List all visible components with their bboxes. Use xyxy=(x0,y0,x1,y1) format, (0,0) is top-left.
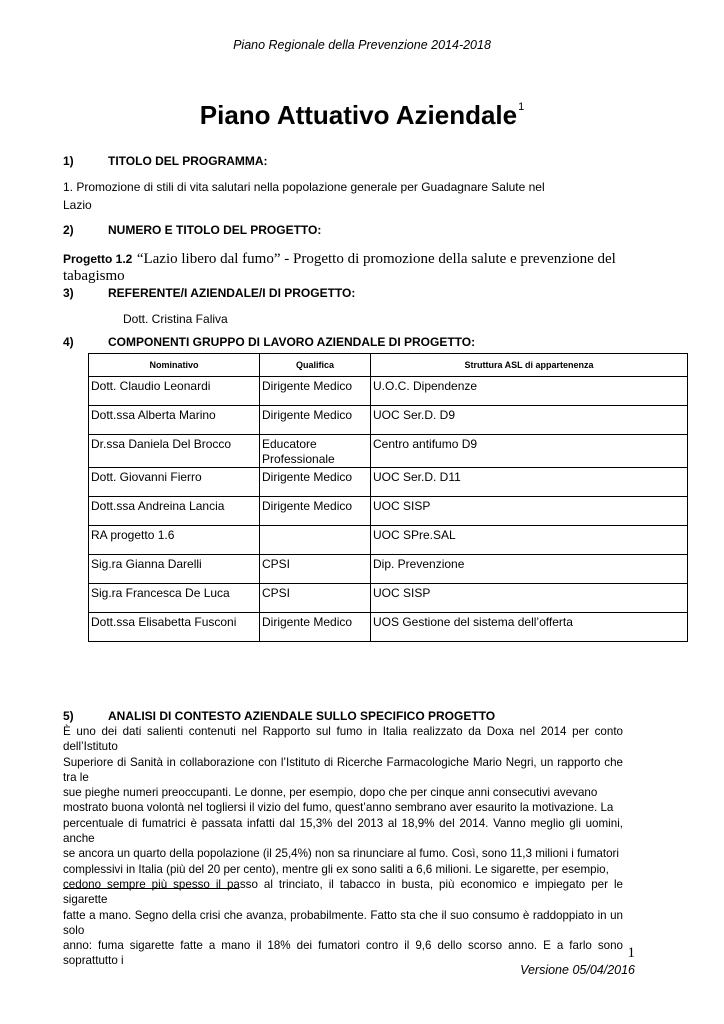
cell-struttura: UOC Ser.D. D9 xyxy=(371,406,688,435)
section-3-heading xyxy=(63,286,355,300)
paragraph-line: percentuale di fumatrici è passata infatti dal 15,3% del 2013 al 18,9% del 2014. Vanno meglio gli uomini, anche xyxy=(63,816,623,846)
cell-nominativo: Sig.ra Gianna Darelli xyxy=(89,555,260,584)
cell-nominativo: Dr.ssa Daniela Del Brocco xyxy=(89,435,260,468)
cell-qualifica: Dirigente Medico xyxy=(260,406,371,435)
column-header-struttura: Struttura ASL di appartenenza xyxy=(371,354,688,377)
analisi-paragraph xyxy=(63,724,623,969)
cell-struttura: UOC SPre.SAL xyxy=(371,526,688,555)
table-header-row xyxy=(89,354,688,377)
table-row xyxy=(89,555,688,584)
paragraph-line: complessivi in Italia (più del 20 per cento), mentre gli ex sono saliti a 6,6 milioni. Le sigarette, per esempio, xyxy=(63,862,609,876)
programma-line-1: 1. Promozione di stili di vita salutari nella popolazione generale per Guadagnare Salute nel xyxy=(63,180,545,194)
page-title-text: Piano Attuativo Aziendale xyxy=(199,100,518,130)
version-footer: Versione 05/04/2016 xyxy=(520,963,635,977)
section-2-heading xyxy=(63,223,321,237)
cell-struttura: UOS Gestione del sistema dell’offerta xyxy=(371,613,688,642)
cell-qualifica: CPSI xyxy=(260,584,371,613)
team-table xyxy=(88,353,688,642)
cell-nominativo: RA progetto 1.6 xyxy=(89,526,260,555)
cell-nominativo: Dott. Giovanni Fierro xyxy=(89,468,260,497)
paragraph-line: mostrato buona volontà nel togliersi il vizio del fumo, quest’anno sembrano aver esaurito la motivazione. La xyxy=(63,801,614,815)
running-header: Piano Regionale della Prevenzione 2014-2018 xyxy=(233,38,491,52)
paragraph-line: cedono sempre più spesso il passo al trinciato, il tabacco in busta, più economico e impiegato per le sigarette xyxy=(63,877,623,907)
paragraph-line: fatte a mano. Segno della crisi che avanza, probabilmente. Fatto sta che il suo consumo è raddoppiato in un solo xyxy=(63,908,623,937)
paragraph-line: se ancora un quarto della popolazione (il 25,4%) non sa rinunciare al fumo. Così, sono 11,3 milioni i fumatori xyxy=(63,847,619,861)
section-number: 3) xyxy=(63,286,74,300)
paragraph-line: È uno dei dati salienti contenuti nel Rapporto sul fumo in Italia realizzato da Doxa nel 2014 per conto dell’Istituto xyxy=(63,725,623,754)
section-number: 1) xyxy=(63,154,74,168)
footnote-ref: 1 xyxy=(518,101,525,113)
cell-qualifica: Dirigente Medico xyxy=(260,497,371,526)
section-label: NUMERO E TITOLO DEL PROGETTO: xyxy=(108,223,322,237)
cell-struttura: Centro antifumo D9 xyxy=(371,435,688,468)
cell-qualifica: CPSI xyxy=(260,555,371,584)
section-number: 4) xyxy=(63,335,74,349)
page-title xyxy=(0,100,724,131)
column-header-nominativo: Nominativo xyxy=(89,354,260,377)
paragraph-line: anno: fuma sigarette fatte a mano il 18% dei fumatori contro il 9,6 dello scorso anno. E a farlo sono soprattutto i xyxy=(63,939,623,968)
table-row xyxy=(89,406,688,435)
section-4-heading xyxy=(63,335,475,349)
cell-qualifica xyxy=(260,526,371,555)
cell-struttura: UOC SISP xyxy=(371,497,688,526)
section-5-heading xyxy=(63,709,495,723)
section-label: ANALISI DI CONTESTO AZIENDALE SULLO SPECIFICO PROGETTO xyxy=(108,709,496,723)
column-header-qualifica: Qualifica xyxy=(260,354,371,377)
cell-struttura: Dip. Prevenzione xyxy=(371,555,688,584)
table-row xyxy=(89,435,688,468)
table-row xyxy=(89,377,688,406)
referente-name: Dott. Cristina Faliva xyxy=(123,312,228,326)
cell-struttura: UOC Ser.D. D11 xyxy=(371,468,688,497)
cell-nominativo: Dott. Claudio Leonardi xyxy=(89,377,260,406)
progetto-line-1 xyxy=(63,250,616,268)
cell-nominativo: Dott.ssa Elisabetta Fusconi xyxy=(89,613,260,642)
cell-qualifica: Dirigente Medico xyxy=(260,377,371,406)
cell-struttura: U.O.C. Dipendenze xyxy=(371,377,688,406)
cell-nominativo: Sig.ra Francesca De Luca xyxy=(89,584,260,613)
section-number: 2) xyxy=(63,223,74,237)
section-1-heading xyxy=(63,154,268,168)
table-row xyxy=(89,468,688,497)
cell-nominativo: Dott.ssa Alberta Marino xyxy=(89,406,260,435)
cell-qualifica: Dirigente Medico xyxy=(260,613,371,642)
section-label: REFERENTE/I AZIENDALE/I DI PROGETTO: xyxy=(108,286,356,300)
progetto-label: Progetto 1.2 xyxy=(63,252,133,266)
paragraph-line: Superiore di Sanità in collaborazione con l’Istituto di Ricerche Farmacologiche Mario Negri, un rapporto che tra le xyxy=(63,755,623,784)
table-row xyxy=(89,526,688,555)
programma-line-2: Lazio xyxy=(63,198,92,212)
cell-struttura: UOC SISP xyxy=(371,584,688,613)
progetto-title: “Lazio libero dal fumo” - Progetto di promozione della salute e prevenzione del xyxy=(136,251,616,267)
cell-qualifica: Educatore Professionale xyxy=(260,435,371,468)
page-number: 1 xyxy=(627,945,635,961)
footnote-separator xyxy=(63,888,239,889)
section-label: COMPONENTI GRUPPO DI LAVORO AZIENDALE DI PROGETTO: xyxy=(108,335,476,349)
section-number: 5) xyxy=(63,709,74,723)
cell-nominativo: Dott.ssa Andreina Lancia xyxy=(89,497,260,526)
cell-qualifica: Dirigente Medico xyxy=(260,468,371,497)
table-row xyxy=(89,497,688,526)
paragraph-line: sue pieghe numeri preoccupanti. Le donne, per esempio, dopo che per cinque anni consecutivi avevano xyxy=(63,786,598,800)
table-row xyxy=(89,613,688,642)
section-label: TITOLO DEL PROGRAMMA: xyxy=(108,154,268,168)
progetto-line-2: tabagismo xyxy=(63,268,125,284)
table-row xyxy=(89,584,688,613)
